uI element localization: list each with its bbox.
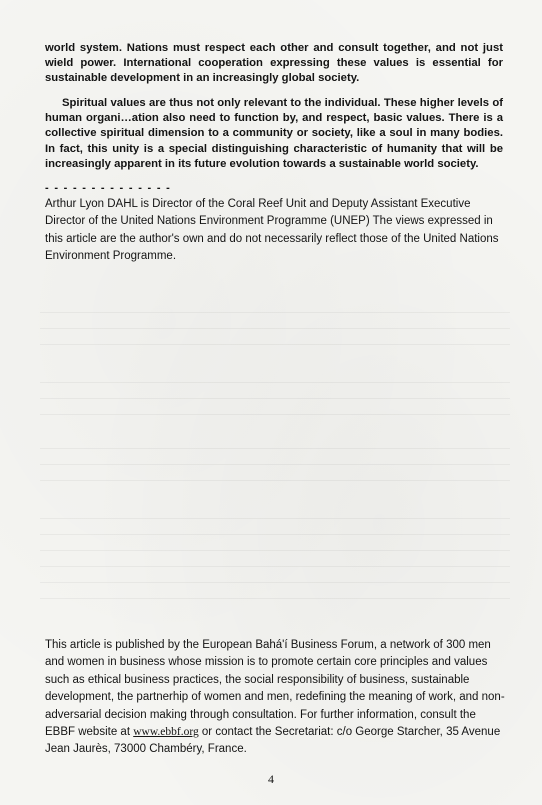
bleed-through-line <box>40 414 510 415</box>
bleed-through-line <box>40 328 510 329</box>
author-note-paragraph: Arthur Lyon DAHL is Director of the Coral Reef Unit and Deputy Assistant Executive Director of the United Nations Environment Programme (UNEP) The views expressed in this article are the author's own and do not necessarily reflect those of the United Nations Environment Programme. <box>45 198 499 263</box>
bleed-through-line <box>40 598 510 599</box>
intro-paragraph: world system. Nations must respect each other and consult together, and not just wield power. International cooperation expressing these values is essential for sustainable development in an increasingly global society. <box>45 42 503 85</box>
publisher-note-text: This article is published by the European Bahá'í Business Forum, a network of 300 men and women in business whose mission is to promote certain core principles and values such as ethical business practices, the social responsibility of business, sustainable development, the partnerhip of women and men, redefining the meaning of work, and non-adversarial decision making through consultation. For further information, consult the EBBF website at <box>45 639 505 739</box>
spiritual-values-paragraph: Spiritual values are thus not only relevant to the individual. These higher levels of human organi…ation also need to function by, and respect, basic values. There is a collective spiritual dimension to a community or society, like a soul in many bodies. In fact, this unity is a special distinguishing characteristic of humanity that will be increasingly apparent in its future evolution towards a sustainable world society. <box>45 97 503 170</box>
page-number: 4 <box>268 772 274 786</box>
bleed-through-line <box>40 312 510 313</box>
bleed-through-line <box>40 480 510 481</box>
bleed-through-line <box>40 344 510 345</box>
bleed-through-line <box>40 566 510 567</box>
bleed-through-line <box>40 448 510 449</box>
bleed-through-line <box>40 518 510 519</box>
bleed-through-line <box>40 464 510 465</box>
bleed-through-line <box>40 582 510 583</box>
bleed-through-line <box>40 382 510 383</box>
bleed-through-line <box>40 534 510 535</box>
bleed-through-line <box>40 398 510 399</box>
ebbf-website-link[interactable]: www.ebbf.org <box>133 726 199 739</box>
section-separator: - - - - - - - - - - - - - - <box>45 182 172 194</box>
bleed-through-line <box>40 550 510 551</box>
publisher-note-contact: or contact the Secretariat: c/o George Starcher, 35 Avenue Jean Jaurès, 73000 Chambéry, France. <box>45 726 501 756</box>
publisher-note-paragraph <box>45 637 507 759</box>
